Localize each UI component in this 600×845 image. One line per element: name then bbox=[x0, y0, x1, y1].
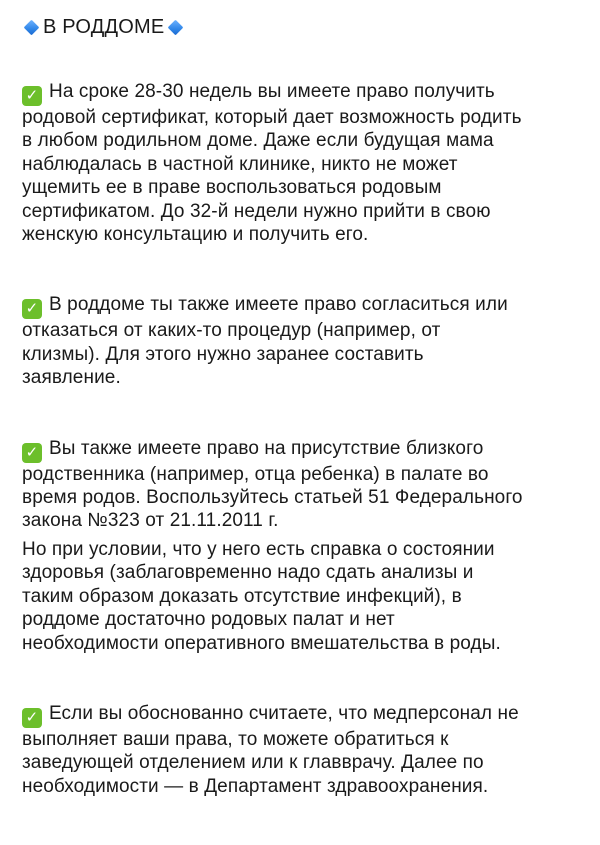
check-mark-icon: ✓ bbox=[22, 299, 42, 319]
paragraph-line: в любом родильном доме. Даже если будущая мама bbox=[22, 130, 494, 152]
paragraph-line: здоровья (заблаговременно надо сдать анализы и bbox=[22, 562, 474, 584]
paragraph-line: выполняет ваши права, то можете обратиться к bbox=[22, 728, 449, 750]
check-mark-icon: ✓ bbox=[22, 443, 42, 463]
post-content bbox=[22, 14, 590, 845]
paragraph-line: Но при условии, что у него есть справка о состоянии bbox=[22, 538, 495, 560]
paragraph-line: ущемить ее в праве воспользоваться родовым bbox=[22, 177, 442, 199]
paragraph-line: сертификатом. До 32-й недели нужно прийти в свою bbox=[22, 200, 491, 222]
blue-diamond-icon bbox=[168, 19, 184, 35]
paragraph-complaints bbox=[22, 702, 590, 798]
paragraph-relative-presence bbox=[22, 437, 590, 655]
paragraph-line: наблюдалась в частной клинике, никто не может bbox=[22, 153, 458, 175]
paragraph-birth-certificate bbox=[22, 80, 590, 246]
paragraph-line: ✓ Вы также имеете право на присутствие близкого bbox=[22, 437, 590, 463]
paragraph-line: таким образом доказать отсутствие инфекций), в bbox=[22, 585, 462, 607]
post-title bbox=[22, 14, 590, 40]
post-title-text: В РОДДОМЕ bbox=[43, 16, 165, 38]
paragraph-line: заведующей отделением или к главврачу. Далее по bbox=[22, 752, 484, 774]
paragraph-line: ✓ Если вы обоснованно считаете, что медперсонал не bbox=[22, 702, 590, 728]
paragraph-line: родовой сертификат, который дает возможность родить bbox=[22, 107, 522, 128]
paragraph-line: необходимости — в Департамент здравоохранения. bbox=[22, 775, 489, 797]
paragraph-line: женскую консультацию и получить его. bbox=[22, 224, 369, 246]
paragraph-procedures-consent bbox=[22, 293, 590, 389]
paragraph-continuation bbox=[22, 538, 590, 655]
paragraph-line: родственника (например, отца ребенка) в палате во bbox=[22, 463, 489, 485]
paragraph-line: клизмы). Для этого нужно заранее составить bbox=[22, 343, 424, 365]
paragraph-line: ✓ В роддоме ты также имеете право согласиться или bbox=[22, 293, 590, 319]
paragraph-line: необходимости оперативного вмешательства в роды. bbox=[22, 632, 501, 654]
blue-diamond-icon bbox=[24, 19, 40, 35]
check-mark-icon: ✓ bbox=[22, 708, 42, 728]
paragraph-line: заявление. bbox=[22, 367, 121, 389]
paragraph-line: отказаться от каких-то процедур (например, от bbox=[22, 320, 441, 342]
check-mark-icon: ✓ bbox=[22, 86, 42, 106]
paragraph-line: роддоме достаточно родовых палат и нет bbox=[22, 609, 395, 631]
paragraph-line: закона №323 от 21.11.2011 г. bbox=[22, 510, 279, 532]
paragraph-line: ✓ На сроке 28-30 недель вы имеете право получить bbox=[22, 80, 590, 106]
paragraph-line: время родов. Воспользуйтесь статьей 51 Федерального bbox=[22, 487, 523, 509]
